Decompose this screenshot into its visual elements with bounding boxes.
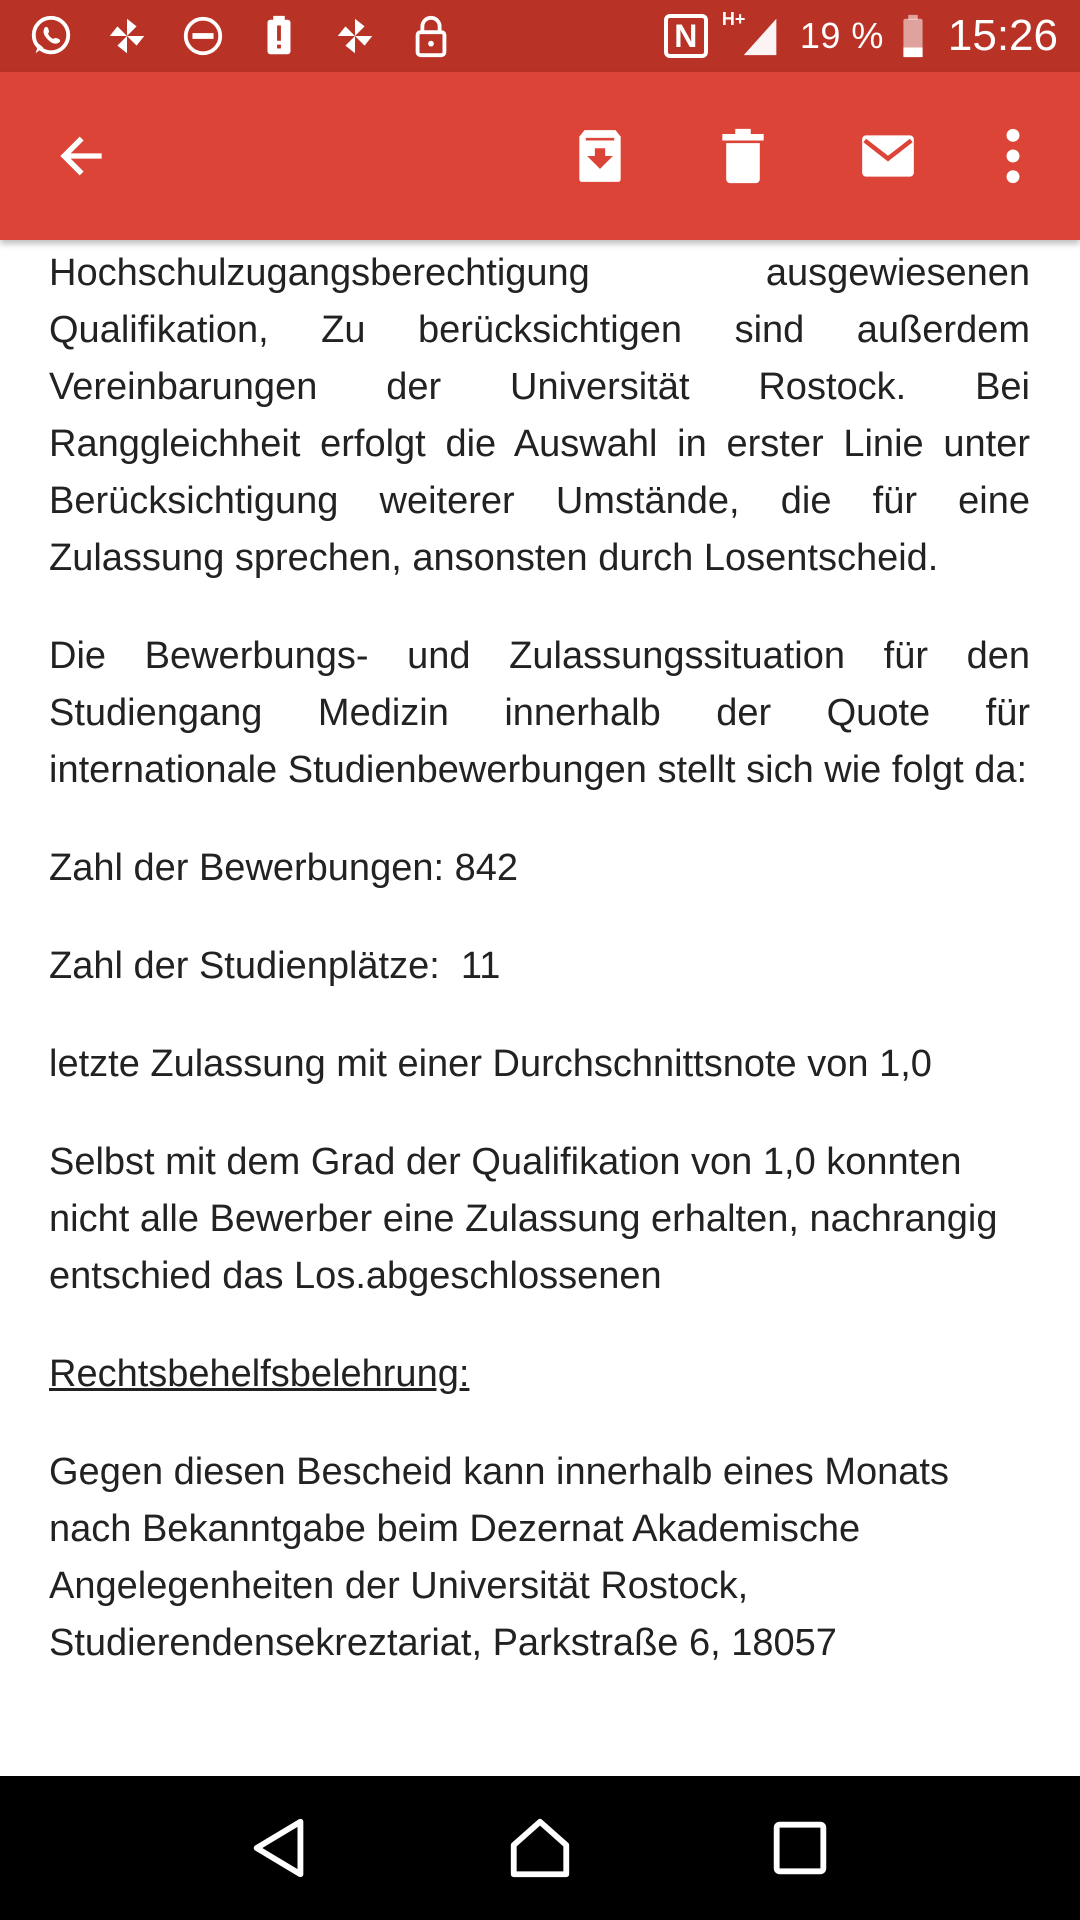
email-content[interactable]: [0, 240, 1080, 1776]
archive-button[interactable]: [545, 72, 655, 240]
notification-icons: [28, 13, 454, 59]
whatsapp-icon: [28, 13, 74, 59]
legal-heading: Rechtsbehelfsbelehrung:: [49, 1353, 470, 1395]
lock-icon: [408, 13, 454, 59]
email-paragraph: Die Bewerbungs- und Zulassungssituation für den Studiengang Medizin innerhalb der Quote für internationale Studienbewerbungen stellt sich wie folgt da:: [49, 635, 1030, 791]
back-triangle-icon: [245, 1813, 315, 1883]
nfc-label: N: [674, 17, 698, 54]
clock: 15:26: [947, 11, 1058, 60]
delete-button[interactable]: [688, 72, 798, 240]
mark-unread-button[interactable]: [833, 72, 943, 240]
do-not-disturb-icon: [180, 13, 226, 59]
study-places-line: Zahl der Studienplätze: 11: [49, 945, 501, 987]
email-body: [49, 188, 1030, 1713]
nav-recents-button[interactable]: [755, 1803, 845, 1893]
recents-icon: [765, 1813, 835, 1883]
nfc-icon: [664, 14, 708, 58]
battery-icon: [898, 13, 928, 59]
nav-home-button[interactable]: [495, 1803, 585, 1893]
email-paragraph: Gegen diesen Bescheid kann innerhalb eines Monats nach Bekanntgabe beim Dezernat Akademische Angelegenheiten der Universität Rostock, Studierendensekreztariat, Parkstraße 6, 18057: [49, 1451, 949, 1664]
nav-back-button[interactable]: [235, 1803, 325, 1893]
status-bar: [0, 0, 1080, 72]
navigation-bar: [0, 1776, 1080, 1920]
applications-count-line: Zahl der Bewerbungen: 842: [49, 847, 518, 889]
more-vert-icon: [982, 125, 1044, 187]
back-arrow-icon: [50, 125, 112, 187]
archive-icon: [569, 125, 631, 187]
email-paragraph: Hochschulzugangsberechtigung ausgewiesenen Qualifikation, Zu berücksichtigen sind außerdem Vereinbarungen der Universität Rostock. Bei Ranggleichheit erfolgt die Auswahl in erster Linie unter Berücksichtigung weiterer Umstände, die für eine Zulassung sprechen, ansonsten durch Losentscheid.: [49, 252, 1030, 579]
battery-alert-icon: [256, 13, 302, 59]
pinwheel-icon: [332, 13, 378, 59]
network-type-label: H+: [721, 9, 746, 29]
email-paragraph: Selbst mit dem Grad der Qualifikation von 1,0 konnten nicht alle Bewerber eine Zulassung erhalten, nachrangig entschied das Los.abgeschlossenen: [49, 1141, 998, 1297]
pinwheel-icon: [104, 13, 150, 59]
back-button[interactable]: [26, 72, 136, 240]
last-admission-line: letzte Zulassung mit einer Durchschnittsnote von 1,0: [49, 1043, 932, 1085]
delete-icon: [712, 125, 774, 187]
app-bar: [0, 72, 1080, 240]
mark-unread-icon: [857, 125, 919, 187]
home-icon: [505, 1813, 575, 1883]
battery-percent: 19 %: [799, 15, 884, 56]
system-indicators: [664, 11, 1058, 61]
more-options-button[interactable]: [958, 72, 1068, 240]
signal-icon: [721, 9, 786, 59]
